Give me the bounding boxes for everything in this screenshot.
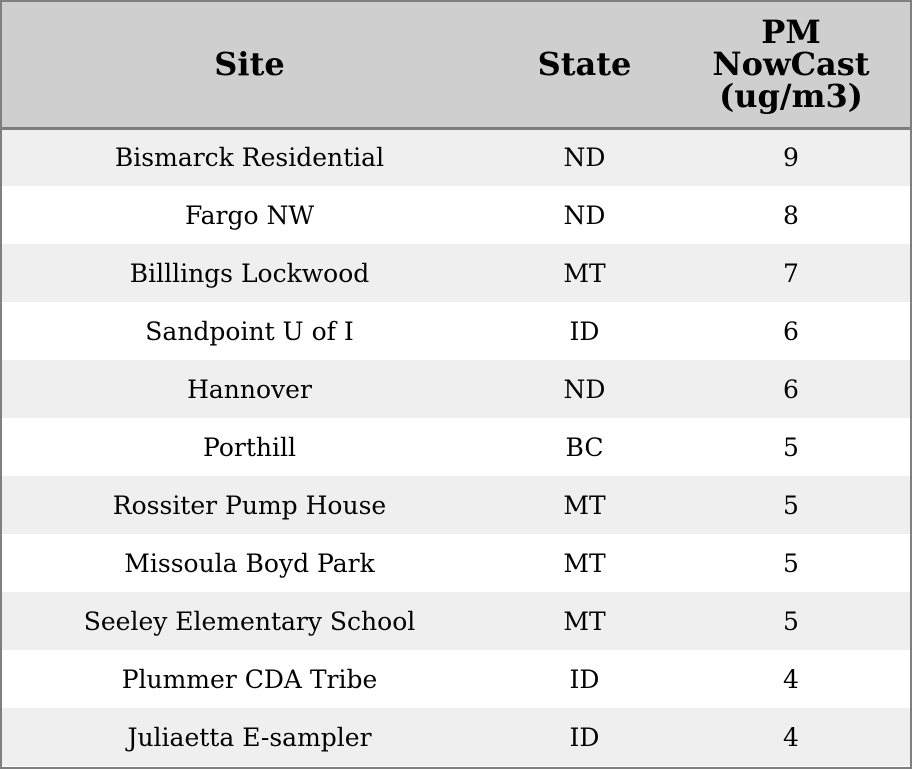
cell-pm: 5	[783, 606, 799, 636]
header-row	[2, 2, 910, 128]
table-row	[2, 592, 910, 650]
cell-state: ID	[569, 664, 600, 694]
cell-site: Hannover	[187, 374, 312, 404]
table-row	[2, 534, 910, 592]
cell-state: ID	[569, 316, 600, 346]
header-site: Site	[2, 2, 497, 128]
cell-pm: 5	[783, 490, 799, 520]
cell-state: ND	[563, 143, 606, 173]
cell-site: Fargo NW	[184, 200, 315, 230]
header-pm-line2: NowCast	[712, 45, 870, 84]
table-row	[2, 650, 910, 708]
cell-state: MT	[563, 490, 606, 520]
table-row	[2, 360, 910, 418]
data-table	[2, 2, 910, 766]
cell-site: Seeley Elementary School	[83, 606, 416, 636]
cell-state: MT	[563, 548, 606, 578]
cell-pm: 6	[783, 316, 799, 346]
cell-pm: 7	[783, 258, 799, 288]
cell-site: Plummer CDA Tribe	[121, 664, 378, 694]
header-state: State	[497, 2, 672, 128]
cell-state: ND	[563, 200, 606, 230]
cell-site: Bismarck Residential	[114, 143, 385, 173]
table-row	[2, 302, 910, 360]
table-row	[2, 418, 910, 476]
table-header	[2, 2, 910, 128]
cell-state: MT	[563, 606, 606, 636]
header-pm-line3: (ug/m3)	[719, 77, 863, 116]
cell-state: BC	[565, 432, 604, 462]
table-row	[2, 708, 910, 766]
cell-state: ND	[563, 374, 606, 404]
cell-site: Juliaetta E-sampler	[127, 722, 372, 752]
cell-site: Billlings Lockwood	[129, 258, 370, 288]
cell-pm: 5	[783, 548, 799, 578]
table-row	[2, 128, 910, 186]
cell-pm: 6	[783, 374, 799, 404]
cell-site: Sandpoint U of I	[145, 316, 354, 346]
cell-pm: 4	[783, 664, 799, 694]
cell-pm: 4	[783, 722, 799, 752]
cell-pm: 5	[783, 432, 799, 462]
cell-state: ID	[569, 722, 600, 752]
cell-state: MT	[563, 258, 606, 288]
cell-site: Missoula Boyd Park	[124, 548, 375, 578]
table-row	[2, 244, 910, 302]
header-pm-nowcast	[672, 2, 910, 128]
cell-pm: 8	[783, 200, 799, 230]
header-pm-line1: PM	[761, 13, 821, 52]
table-body	[2, 128, 910, 766]
cell-site: Porthill	[203, 432, 296, 462]
table-row	[2, 476, 910, 534]
cell-site: Rossiter Pump House	[112, 490, 387, 520]
table-row	[2, 186, 910, 244]
cell-pm: 9	[783, 143, 799, 173]
